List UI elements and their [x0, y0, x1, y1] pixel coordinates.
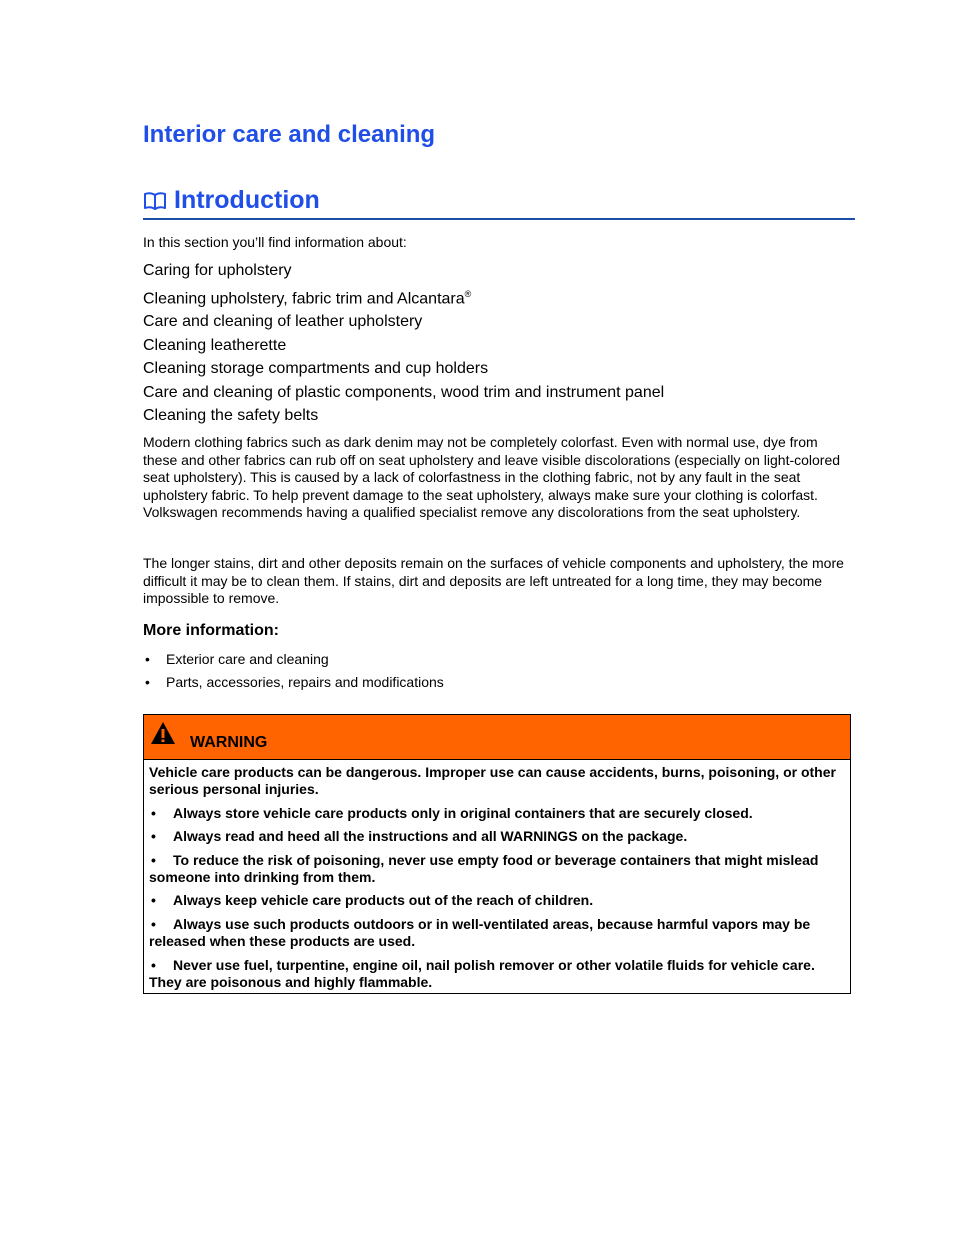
topic-link[interactable]: Cleaning leatherette	[143, 336, 287, 354]
warning-body	[144, 760, 850, 991]
warning-item: • Always keep vehicle care products out of the reach of children.	[151, 892, 594, 909]
body-paragraph: Modern clothing fabrics such as dark denim may not be completely colorfast. Even with normal use, dye from these and other fabrics can rub off on seat upholstery and leave visible discolorations (especially on light-colored seat upholstery). This is caused by a lack of colorfastness in the clothing fabric, not by any fault in the seat upholstery fabric. To help prevent damage to the seat upholstery, always make sure your clothing is colorfast. Volkswagen recommends having a qualified specialist remove any discolorations from the seat upholstery.	[143, 434, 841, 521]
more-info-link[interactable]: • Exterior care and cleaning	[143, 648, 444, 671]
body-paragraph: The longer stains, dirt and other deposits remain on the surfaces of vehicle components and upholstery, the more difficult it may be to clean them. If stains, dirt and deposits are left untreated for a long time, they may become impossible to remove.	[143, 555, 844, 607]
warning-header	[144, 715, 850, 760]
more-info-list	[143, 648, 444, 694]
warning-item: • Always use such products outdoors or in well-ventilated areas, because harmful vapors may be released when these products are used.	[149, 915, 811, 950]
bullet: •	[151, 956, 156, 973]
more-info-heading: More information:	[143, 622, 279, 639]
warning-label: WARNING	[190, 734, 268, 751]
topic-link[interactable]: Care and cleaning of plastic components, wood trim and instrument panel	[143, 383, 665, 401]
section-title: Introduction	[174, 186, 320, 214]
topic-list	[143, 259, 664, 428]
topic-link[interactable]: Caring for upholstery	[143, 262, 292, 279]
bullet: •	[151, 851, 156, 868]
topic-link[interactable]: Cleaning upholstery, fabric trim and Alcantara®	[143, 288, 472, 307]
warning-box	[143, 714, 851, 994]
book-icon	[143, 191, 167, 211]
warning-item: • Always read and heed all the instructions and all WARNINGS on the package.	[151, 828, 688, 845]
bullet: •	[151, 828, 156, 845]
more-info-link[interactable]: • Parts, accessories, repairs and modifications	[143, 671, 444, 694]
bullet: •	[151, 804, 156, 821]
warning-triangle-icon	[150, 721, 176, 745]
warning-item: • Never use fuel, turpentine, engine oil, nail polish remover or other volatile fluids for vehicle care. They are poisonous and highly flammable.	[149, 956, 815, 991]
warning-item: • To reduce the risk of poisoning, never use empty food or beverage containers that might mislead someone into drinking from them.	[149, 851, 819, 886]
section-header	[143, 186, 855, 220]
bullet: •	[151, 892, 156, 909]
section-intro: In this section you’ll find information about:	[143, 234, 407, 250]
page-title: Interior care and cleaning	[143, 121, 436, 148]
registered-mark: ®	[464, 288, 472, 299]
warning-intro: Vehicle care products can be dangerous. Improper use can cause accidents, burns, poisoning, or other serious personal injuries.	[149, 764, 836, 798]
bullet: •	[151, 915, 156, 932]
topic-link[interactable]: Care and cleaning of leather upholstery	[143, 313, 423, 331]
topic-link[interactable]: Cleaning the safety belts	[143, 407, 319, 425]
topic-link[interactable]: Cleaning storage compartments and cup holders	[143, 360, 489, 378]
warning-item: • Always store vehicle care products only in original containers that are securely closed.	[151, 804, 753, 821]
